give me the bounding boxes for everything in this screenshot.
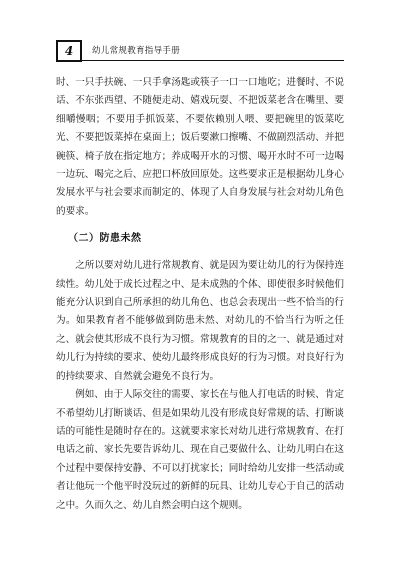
running-header — [56, 40, 344, 62]
paragraph: 之所以要对幼儿进行常规教育、就是因为要让幼儿的行为保持连续性。幼儿处于成长过程之中、是未成熟的个体、即使很多时候他们能充分认识到自己所承担的幼儿角色、也总会表现出一些不恰当的行为。如果教育者不能够做到防患未然、对幼儿的不恰当行为听之任之、就会使其形成不良行为习惯。常规教育的目的之一、就是通过对幼儿行为持续的要求、使幼儿最终形成良好的行为习惯。对良好行为的持续要求、自然就会避免不良行为。 — [56, 260, 344, 382]
page-body — [56, 74, 344, 515]
paragraph-continued: 时、一只手扶碗、一只手拿汤匙或筷子一口一口地吃；进餐时、不说话、不东张西望、不随便走动、嬉戏玩耍、不把饭菜老含在嘴里、要细嚼慢咽；不要用手抓饭菜、不要依赖别人喂、要把碗里的饭菜吃光、不要把饭菜掉在桌面上；饭后要漱口擦嘴、不做剧烈活动、并把碗筷、椅子放在指定地方；养成喝开水的习惯、喝开水时不可一边喝一边玩、喝完之后、应把口杯放回原处。这些要求正是根据幼儿身心发展水平与社会要求而制定的、体现了人自身发展与社会对幼儿角色的要求。 — [56, 77, 344, 217]
header-divider — [82, 60, 344, 61]
book-title: 幼儿常规教育指导手册 — [92, 46, 181, 56]
page-number: 4 — [56, 40, 82, 62]
section-heading: （二）防患未然 — [68, 233, 142, 245]
paragraph: 例如、由于人际交往的需要、家长在与他人打电话的时候、肯定不希望幼儿打断谈话、但是如果幼儿没有形成良好常规的话、打断谈话的可能性是随时存在的。这就要求家长对幼儿进行常规教育、在打电话之前、家长先要告诉幼儿、现在自己要做什么、让幼儿明白在这个过程中要保持安静、不可以打扰家长；同时给幼儿安排一些活动或者让他玩一个他平时没玩过的新鲜的玩具、让幼儿专心于自己的活动之中。久而久之、幼儿自然会明白这个规则。 — [56, 389, 344, 511]
